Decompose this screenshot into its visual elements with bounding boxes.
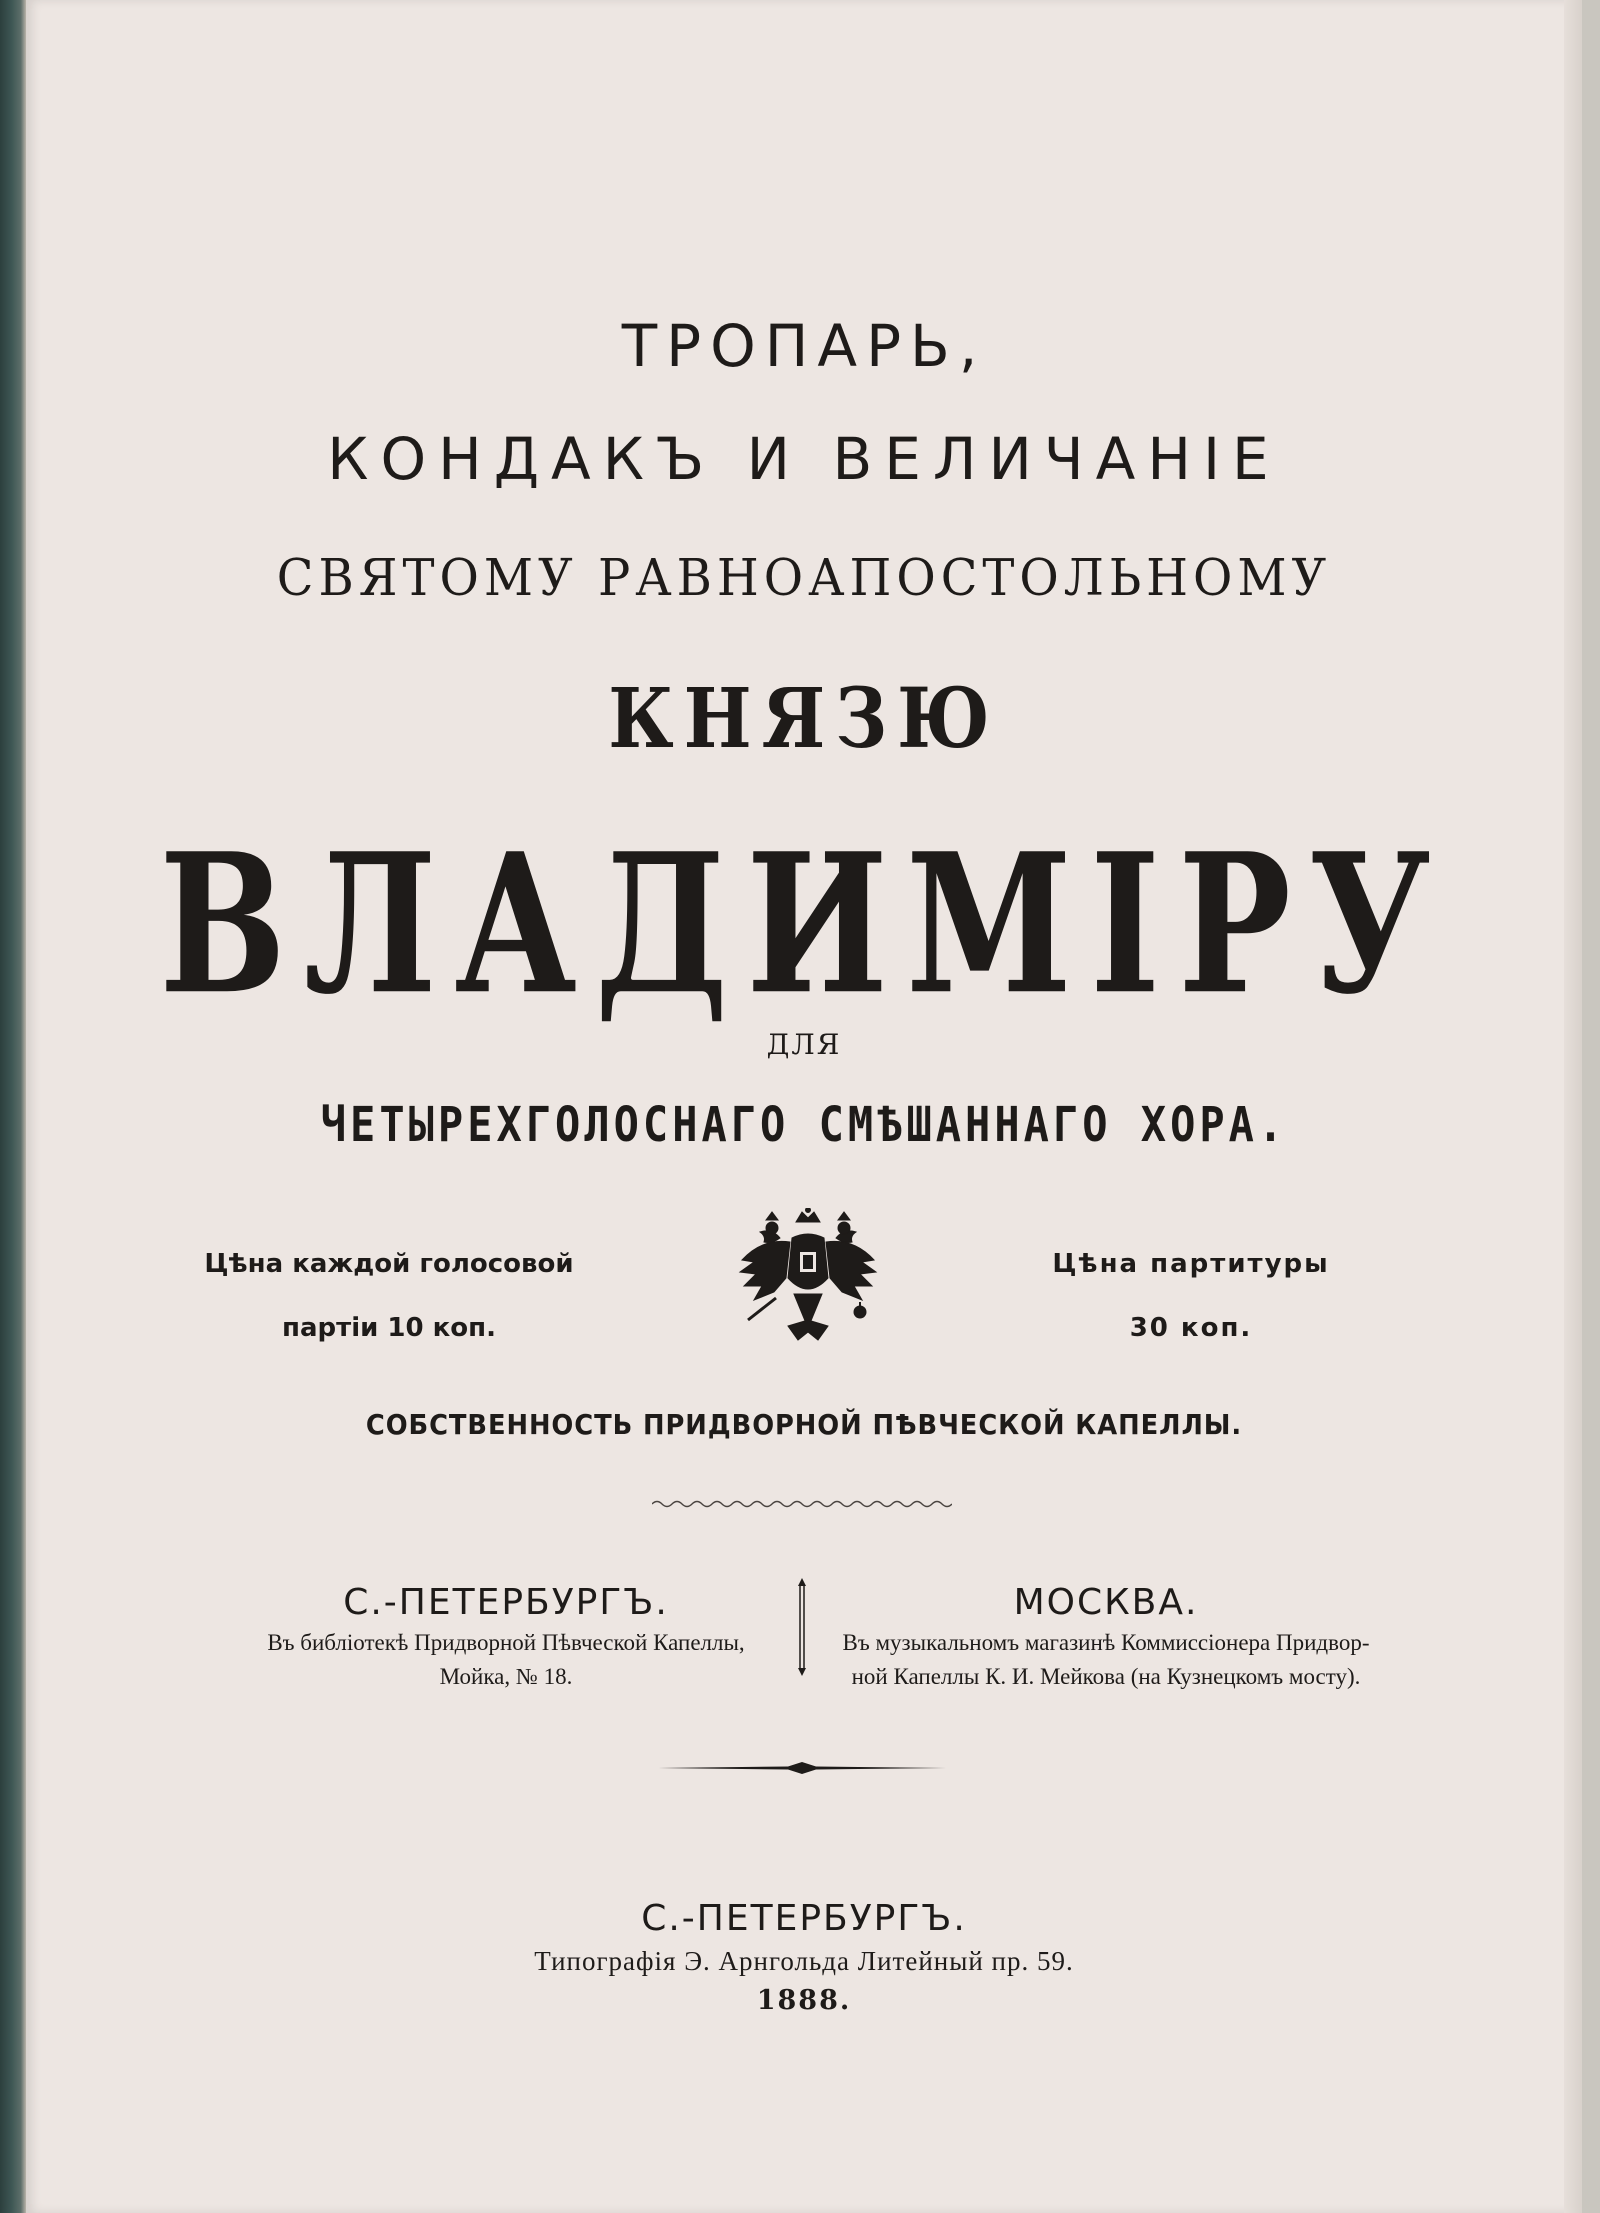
publisher-address-line: Въ библіотекѣ Придворной Пѣвческой Капеллы, (267, 1630, 745, 1655)
imprint-printer: Типографія Э. Арнгольда Литейный пр. 59. (534, 1946, 1074, 1976)
voice-part-price (194, 1232, 584, 1360)
publisher-city-st-petersburg: С.-ПЕТЕРБУРГЪ. (343, 1582, 669, 1623)
imprint-city: С.-ПЕТЕРБУРГЪ. (641, 1898, 967, 1939)
title-line-saint: СВЯТОМУ РАВНОАПОСТОЛЬНОМУ (276, 548, 1332, 608)
title-line-prince: КНЯЗЮ (608, 668, 1000, 767)
wavy-separator (652, 1496, 952, 1512)
title-page (26, 0, 1582, 2213)
title-line-kontakion: КОНДАКЪ И ВЕЛИЧАНІЕ (327, 425, 1281, 493)
publisher-st-petersburg (226, 1580, 786, 1694)
title-line-for: ДЛЯ (766, 1028, 842, 1061)
full-score-price-line1: Цѣна партитуры (1052, 1249, 1330, 1279)
ownership-line: СОБСТВЕННОСТЬ ПРИДВОРНОЙ ПѢВЧЕСКОЙ КАПЕЛЛЫ. (365, 1408, 1243, 1441)
publisher-city-moscow: МОСКВА. (1013, 1582, 1199, 1623)
publisher-address-line: ной Капеллы К. И. Мейкова (на Кузнецкомъ мосту). (851, 1664, 1361, 1689)
publisher-address-line: Въ музыкальномъ магазинѣ Коммиссіонера Придвор- (842, 1630, 1370, 1655)
title-line-choir: ЧЕТЫРЕХГОЛОСНАГО СМѢШАННАГО ХОРА. (320, 1096, 1288, 1153)
bold-rule-separator (658, 1760, 946, 1776)
double-headed-eagle-icon (732, 1208, 884, 1358)
ornamental-divider (795, 1578, 809, 1676)
title-line-vladimir: ВЛАДИМІРУ (159, 812, 1449, 1038)
voice-part-price-line1: Цѣна каждой голосовой (204, 1249, 574, 1279)
full-score-price-line2: 30 коп. (1129, 1313, 1253, 1343)
publisher-address-line: Мойка, № 18. (439, 1664, 573, 1689)
full-score-price (1011, 1232, 1371, 1360)
imprint-year: 1888. (756, 1985, 852, 2016)
publisher-moscow (826, 1580, 1386, 1694)
book-binding-spine (0, 0, 26, 2213)
voice-part-price-line2: партіи 10 коп. (282, 1313, 496, 1343)
title-line-troparion: ТРОПАРЬ, (621, 312, 987, 380)
